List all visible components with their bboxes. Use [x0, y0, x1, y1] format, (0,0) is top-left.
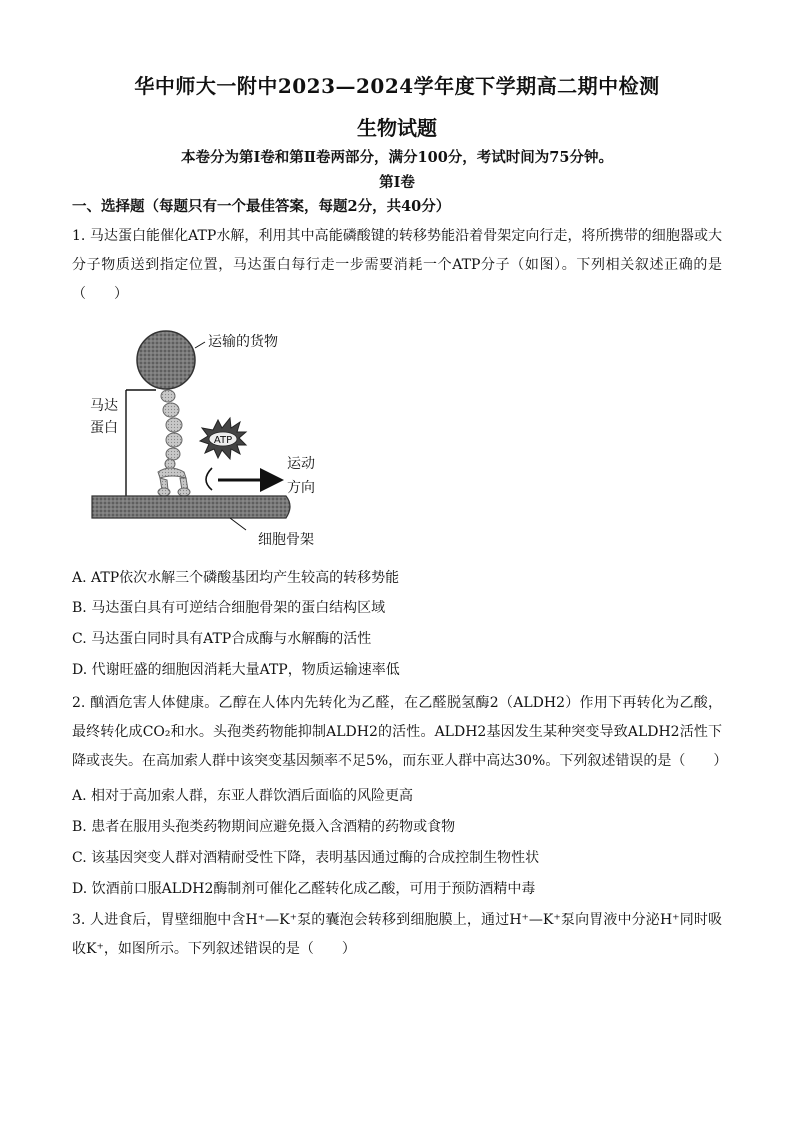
exam-subject: 生物试题	[357, 116, 437, 140]
volume-label: 第Ⅰ卷	[379, 174, 415, 191]
question-2-option-a: A. 相对于高加索人群，东亚人群饮酒后面临的风险更高	[72, 788, 414, 804]
question-1-option-b: B. 马达蛋白具有可逆结合细胞骨架的蛋白结构区域	[72, 600, 386, 616]
question-2-stem: 2. 酗酒危害人体健康。乙醇在人体内先转化为乙醛，在乙醛脱氢酶2（ALDH2）作用下再转化为乙酸，最终转化成CO₂和水。头孢类药物能抑制ALDH2的活性。ALDH2基因发生某种突变导致ALDH2活性下降或丧失。在高加索人群中该突变基因频率不足5%，而东亚人群中高达30%。下列叙述错误的是（ ）	[72, 695, 728, 769]
motor-protein-chain	[158, 390, 190, 496]
cytoskeleton-leader-line	[230, 518, 246, 530]
question-3-stem: 3. 人进食后，胃壁细胞中含H⁺—K⁺泵的囊泡会转移到细胞膜上，通过H⁺—K⁺泵向胃液中分泌H⁺同时吸收K⁺，如图所示。下列叙述错误的是（ ）	[72, 912, 722, 957]
cytoskeleton-bar	[92, 496, 290, 518]
question-1-option-c: C. 马达蛋白同时具有ATP合成酶与水解酶的活性	[72, 631, 372, 647]
label-protein: 蛋白	[90, 420, 118, 436]
question-2-option-c: C. 该基因突变人群对酒精耐受性下降，表明基因通过酶的合成控制生物性状	[72, 850, 540, 866]
label-motor: 马达	[90, 398, 118, 414]
cargo-sphere	[137, 331, 195, 389]
question-1-option-d: D. 代谢旺盛的细胞因消耗大量ATP，物质运输速率低	[72, 662, 400, 678]
label-move-2: 方向	[287, 480, 315, 496]
question-2-option-d: D. 饮酒前口服ALDH2酶制剂可催化乙醛转化成乙酸，可用于预防酒精中毒	[72, 881, 536, 897]
label-move-1: 运动	[287, 456, 315, 472]
exam-instructions: 本卷分为第Ⅰ卷和第Ⅱ卷两部分，满分100分，考试时间为75分钟。	[181, 149, 613, 166]
atp-icon	[200, 418, 246, 459]
question-1-stem: 1. 马达蛋白能催化ATP水解，利用其中高能磷酸键的转移势能沿着骨架定向行走，将所携带的细胞器或大分子物质送到指定位置，马达蛋白每行走一步需要消耗一个ATP分子（如图）。下列相关叙述正确的是（ ）	[72, 228, 722, 302]
step-curve-arrow	[206, 468, 212, 490]
section-heading: 一、选择题（每题只有一个最佳答案，每题2分，共40分）	[72, 198, 451, 215]
question-1-option-a: A. ATP依次水解三个磷酸基团均产生较高的转移势能	[72, 570, 400, 586]
motor-protein-figure	[80, 318, 400, 558]
question-2-option-b: B. 患者在服用头孢类药物期间应避免摄入含酒精的药物或食物	[72, 819, 456, 835]
exam-title: 华中师大一附中2023—2024学年度下学期高二期中检测	[134, 74, 660, 98]
motor-protein-diagram	[80, 318, 400, 558]
cargo-leader-line	[195, 342, 205, 348]
atp-label: ATP	[213, 435, 233, 446]
label-cytoskeleton: 细胞骨架	[258, 532, 314, 548]
label-cargo: 运输的货物	[208, 334, 278, 350]
